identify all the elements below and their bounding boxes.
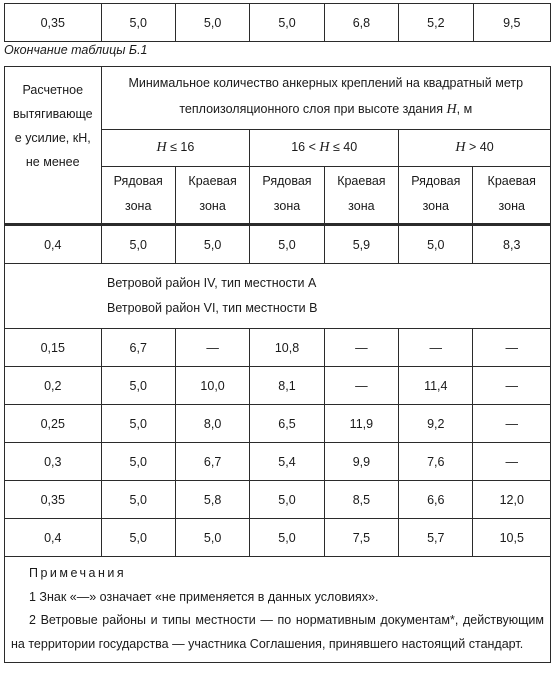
table-cell: 0,2 bbox=[5, 367, 102, 405]
header-text: теплоизоляционного слоя при высоте здания bbox=[179, 102, 447, 116]
header-line bbox=[110, 96, 542, 123]
table-cell: 5,0 bbox=[101, 226, 175, 264]
notes-row bbox=[5, 557, 551, 663]
header-row bbox=[5, 67, 551, 130]
table-cell: 0,15 bbox=[5, 329, 102, 367]
table-cell: — bbox=[175, 329, 249, 367]
table-cell: 10,0 bbox=[175, 367, 249, 405]
table-cell: 8,1 bbox=[250, 367, 324, 405]
notes-cell bbox=[5, 557, 551, 663]
table-cell: 5,0 bbox=[399, 226, 473, 264]
table-row bbox=[5, 443, 551, 481]
zone-label: Рядовая bbox=[411, 174, 461, 188]
zone-edge bbox=[324, 167, 398, 225]
zone-label: зона bbox=[498, 199, 525, 213]
table-cell: — bbox=[399, 329, 473, 367]
header-min-anchors bbox=[101, 67, 550, 130]
header-line: е усилие, кН, bbox=[14, 131, 91, 145]
zone-label: зона bbox=[199, 199, 226, 213]
table-cell: 5,0 bbox=[101, 481, 175, 519]
table-cell: 0,4 bbox=[5, 226, 102, 264]
header-line: вытягивающе bbox=[12, 107, 93, 121]
table-row bbox=[5, 481, 551, 519]
range-h-gt-40 bbox=[399, 130, 551, 167]
table-cell: 5,0 bbox=[250, 481, 324, 519]
table-cell: 5,0 bbox=[175, 519, 249, 557]
table-cell: 8,3 bbox=[473, 226, 551, 264]
zone-label: Рядовая bbox=[113, 174, 163, 188]
anchor-table bbox=[4, 66, 551, 663]
table-cell: 5,0 bbox=[250, 519, 324, 557]
table-cell: 8,0 bbox=[175, 405, 249, 443]
header-line: Расчетное bbox=[22, 83, 84, 97]
table-cell: 0,3 bbox=[5, 443, 102, 481]
table-cell: 9,9 bbox=[324, 443, 398, 481]
table-row bbox=[5, 226, 551, 264]
wind-region-row bbox=[5, 264, 551, 329]
zone-label: Краевая bbox=[188, 174, 237, 188]
table-cell: — bbox=[473, 329, 551, 367]
table-cell: 5,0 bbox=[101, 519, 175, 557]
table-cell: 5,8 bbox=[175, 481, 249, 519]
table-cell: 8,5 bbox=[324, 481, 398, 519]
zone-ordinary bbox=[250, 167, 324, 225]
wind-region-line: Ветровой район VI, тип местности В bbox=[107, 301, 318, 315]
table-cell: 0,35 bbox=[5, 481, 102, 519]
notes-title: Примечания bbox=[29, 566, 127, 580]
zone-label: Рядовая bbox=[262, 174, 312, 188]
height-variable: H bbox=[319, 140, 330, 155]
table-cell: 10,5 bbox=[473, 519, 551, 557]
table-cell: 5,0 bbox=[250, 226, 324, 264]
header-pullout-force bbox=[5, 67, 102, 225]
table-row bbox=[5, 367, 551, 405]
range-h-le-16 bbox=[101, 130, 250, 167]
zone-edge bbox=[175, 167, 249, 225]
table-cell: 5,4 bbox=[250, 443, 324, 481]
table-row bbox=[5, 519, 551, 557]
table-cell: 12,0 bbox=[473, 481, 551, 519]
range-text: ≤ 16 bbox=[166, 140, 195, 154]
wind-region-line: Ветровой район IV, тип местности А bbox=[107, 276, 317, 290]
wind-region-cell bbox=[5, 264, 551, 329]
height-variable: H bbox=[156, 140, 167, 155]
note-item: 2 Ветровые районы и типы местности — по нормативным документам*, действующим на территории государства — участника Соглашения, принявшего настоящий стандарт. bbox=[11, 613, 544, 651]
table-cell: 5,0 bbox=[101, 405, 175, 443]
table-row bbox=[5, 4, 551, 42]
range-text: ≤ 40 bbox=[329, 140, 358, 154]
table-caption: Окончание таблицы Б.1 bbox=[4, 43, 148, 57]
table-cell: 5,9 bbox=[324, 226, 398, 264]
zone-ordinary bbox=[101, 167, 175, 225]
table-cell: 5,0 bbox=[101, 443, 175, 481]
header-line: Минимальное количество анкерных креплений на квадратный метр bbox=[128, 76, 524, 90]
range-text: 16 < bbox=[291, 140, 320, 154]
table-cell: 6,8 bbox=[324, 4, 398, 42]
table-cell: 5,7 bbox=[399, 519, 473, 557]
table-cell: — bbox=[473, 405, 551, 443]
table-cell: 5,0 bbox=[175, 4, 249, 42]
table-cell: 7,5 bbox=[324, 519, 398, 557]
zone-edge bbox=[473, 167, 551, 225]
table-cell: 7,6 bbox=[399, 443, 473, 481]
height-variable: H bbox=[446, 102, 457, 117]
table-cell: 11,4 bbox=[399, 367, 473, 405]
table-cell: 5,0 bbox=[250, 4, 324, 42]
table-cell: 5,0 bbox=[101, 4, 175, 42]
table-cell: — bbox=[324, 329, 398, 367]
zone-ordinary bbox=[399, 167, 473, 225]
table-cell: 6,7 bbox=[101, 329, 175, 367]
zone-label: Краевая bbox=[337, 174, 386, 188]
table-cell: 6,6 bbox=[399, 481, 473, 519]
range-16-h-40 bbox=[250, 130, 399, 167]
table-cell: 0,35 bbox=[5, 4, 102, 42]
table-cell: 6,7 bbox=[175, 443, 249, 481]
table-cell: 6,5 bbox=[250, 405, 324, 443]
table-cell: 5,2 bbox=[399, 4, 473, 42]
zone-label: Краевая bbox=[487, 174, 536, 188]
zone-label: зона bbox=[348, 199, 375, 213]
zone-label: зона bbox=[125, 199, 152, 213]
table-cell: 5,0 bbox=[175, 226, 249, 264]
table-cell: 9,5 bbox=[473, 4, 550, 42]
top-continuation-row-table bbox=[4, 3, 551, 42]
table-cell: — bbox=[324, 367, 398, 405]
table-cell: 11,9 bbox=[324, 405, 398, 443]
zone-label: зона bbox=[422, 199, 449, 213]
table-cell: 5,0 bbox=[101, 367, 175, 405]
header-text: , м bbox=[456, 102, 473, 116]
table-row bbox=[5, 405, 551, 443]
table-cell: 9,2 bbox=[399, 405, 473, 443]
table-cell: 0,4 bbox=[5, 519, 102, 557]
table-cell: 0,25 bbox=[5, 405, 102, 443]
range-text: > 40 bbox=[465, 140, 494, 154]
table-cell: — bbox=[473, 367, 551, 405]
zone-label: зона bbox=[273, 199, 301, 213]
note-item: 1 Знак «—» означает «не применяется в данных условиях». bbox=[29, 589, 379, 604]
table-cell: 10,8 bbox=[250, 329, 324, 367]
table-cell: — bbox=[473, 443, 551, 481]
table-row bbox=[5, 329, 551, 367]
header-line: не менее bbox=[25, 155, 80, 169]
height-variable: H bbox=[455, 140, 466, 155]
